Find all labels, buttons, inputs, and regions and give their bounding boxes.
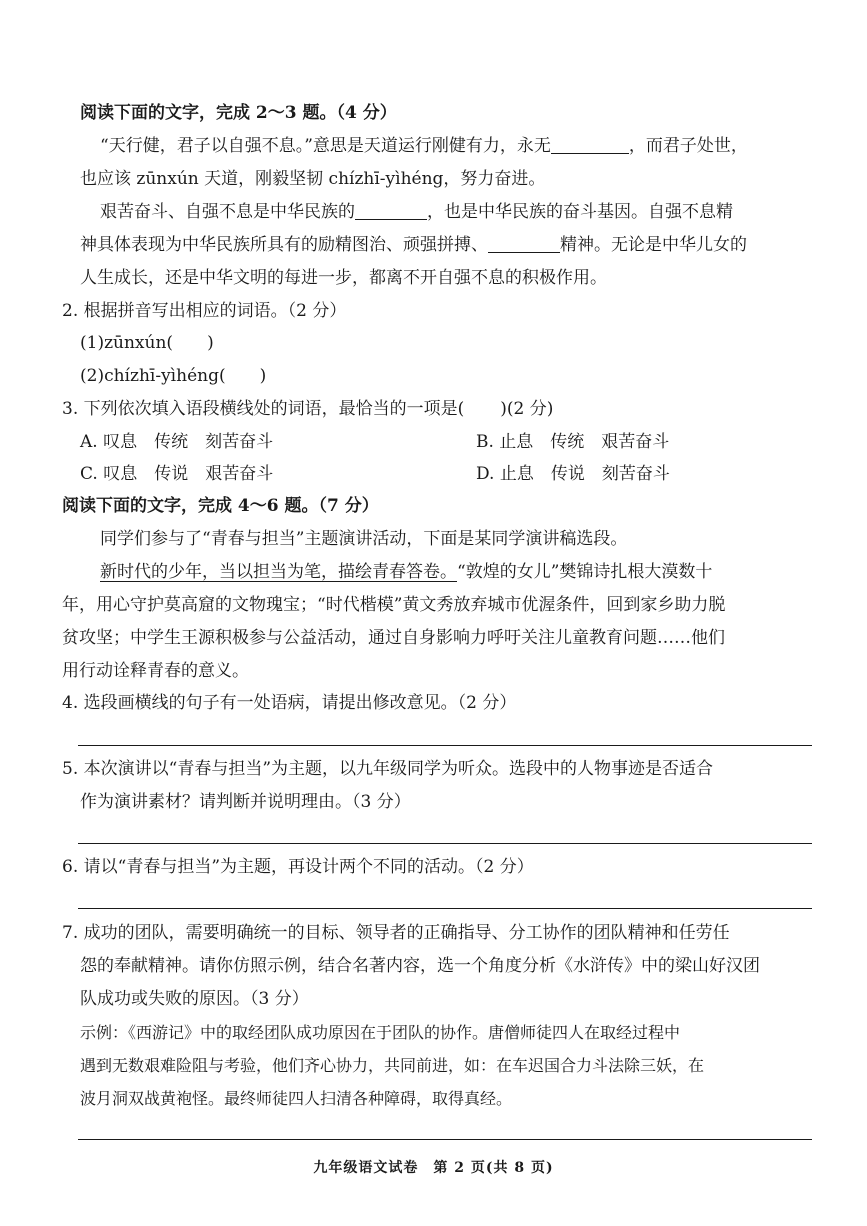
passage1-text: “天行健，君子以自强不息。”意思是天道运行刚健有力，永无	[100, 136, 551, 156]
q7-stem-line3: 队成功或失败的原因。（3 分）	[80, 989, 309, 1009]
passage2-line1	[100, 560, 812, 584]
q7-stem-line2: 怨的奉献精神。请你仿照示例，结合名著内容，选一个角度分析《水浒传》中的梁山好汉团	[80, 956, 760, 976]
q3-stem-text: )(2 分)	[500, 399, 554, 419]
paren-close: )	[207, 333, 214, 353]
q6-stem: 6. 请以“青春与担当”为主题，再设计两个不同的活动。（2 分）	[62, 857, 534, 877]
passage1-text: ，而君子处世，	[628, 136, 748, 156]
passage1-line3	[100, 200, 812, 224]
passage2-line3: 贫攻坚；中学生王源积极参与公益活动，通过自身影响力呼吁关注儿童教育问题……他们	[62, 628, 725, 648]
passage1-text: ，也是中华民族的奋斗基因。自强不息精	[427, 202, 733, 222]
passage1-line2: 也应该 zūnxún 天道，刚毅坚韧 chízhī-yìhéng，努力奋进。	[80, 169, 546, 189]
blank-3[interactable]	[488, 234, 560, 253]
passage1-line1	[100, 134, 812, 158]
q3-stem	[62, 397, 794, 421]
q6-answer-line[interactable]	[78, 908, 812, 909]
paren-close: )	[259, 366, 267, 386]
q5-answer-line[interactable]	[78, 843, 812, 844]
q2-item1	[80, 331, 812, 355]
q2-stem: 2. 根据拼音写出相应的词语。（2 分）	[62, 301, 347, 321]
passage2-intro: 同学们参与了“青春与担当”主题演讲活动，下面是某同学演讲稿选段。	[100, 529, 628, 549]
q4-stem: 4. 选段画横线的句子有一处语病，请提出修改意见。（2 分）	[62, 693, 517, 713]
q3-stem-text: 3. 下列依次填入语段横线处的词语，最恰当的一项是(	[62, 399, 465, 419]
q2-item1-label: (1)zūnxún(	[80, 333, 174, 353]
q3-option-a[interactable]: A. 叹息 传统 刻苦奋斗	[80, 432, 274, 452]
q2-item2-label: (2)chízhī-yìhéng(	[80, 366, 226, 386]
q7-example-line1: 示例：《西游记》中的取经团队成功原因在于团队的协作。唐僧师徒四人在取经过程中	[80, 1023, 681, 1042]
passage1-line4	[80, 233, 812, 257]
passage1-text: 艰苦奋斗、自强不息是中华民族的	[100, 202, 355, 222]
q7-example-line2: 遇到无数艰难险阻与考验，他们齐心协力，共同前进，如：在车迟国合力斗法除三妖，在	[80, 1056, 705, 1075]
q3-option-b[interactable]: B. 止息 传统 艰苦奋斗	[476, 432, 670, 452]
q5-stem-line2: 作为演讲素材？请判断并说明理由。（3 分）	[80, 792, 411, 812]
passage1-text: 神具体表现为中华民族所具有的励精图治、顽强拼搏、	[80, 235, 488, 255]
q7-stem-line1: 7. 成功的团队，需要明确统一的目标、领导者的正确指导、分工协作的团队精神和任劳任	[62, 923, 730, 943]
passage2-text: “敦煌的女儿”樊锦诗扎根大漠数十	[457, 562, 713, 582]
q5-stem-line1: 5. 本次演讲以“青春与担当”为主题，以九年级同学为听众。选段中的人物事迹是否适合	[62, 759, 714, 779]
q7-example-line3: 波月洞双战黄袍怪。最终师徒四人扫清各种障碍，取得真经。	[80, 1089, 513, 1108]
section2-heading: 阅读下面的文字，完成 4～6 题。（7 分）	[62, 496, 379, 516]
passage1-line5: 人生成长，还是中华文明的每进一步，都离不开自强不息的积极作用。	[80, 268, 607, 288]
q7-answer-line[interactable]	[78, 1139, 812, 1140]
blank-2[interactable]	[355, 201, 427, 220]
section1-heading: 阅读下面的文字，完成 2～3 题。（4 分）	[80, 103, 397, 123]
q4-answer-line[interactable]	[78, 745, 812, 746]
page-footer: 九年级语文试卷 第 2 页(共 8 页)	[313, 1160, 554, 1176]
blank-1[interactable]	[551, 135, 629, 154]
q2-item2	[80, 364, 812, 388]
passage2-line4: 用行动诠释青春的意义。	[62, 661, 249, 681]
underlined-sentence: 新时代的少年，当以担当为笔，描绘青春答卷。	[100, 562, 457, 582]
q3-option-c[interactable]: C. 叹息 传说 艰苦奋斗	[80, 464, 274, 484]
passage2-line2: 年，用心守护莫高窟的文物瑰宝；“时代楷模”黄文秀放弃城市优渥条件，回到家乡助力脱	[62, 595, 726, 615]
passage1-text: 精神。无论是中华儿女的	[560, 235, 747, 255]
q3-option-d[interactable]: D. 止息 传说 刻苦奋斗	[476, 464, 670, 484]
